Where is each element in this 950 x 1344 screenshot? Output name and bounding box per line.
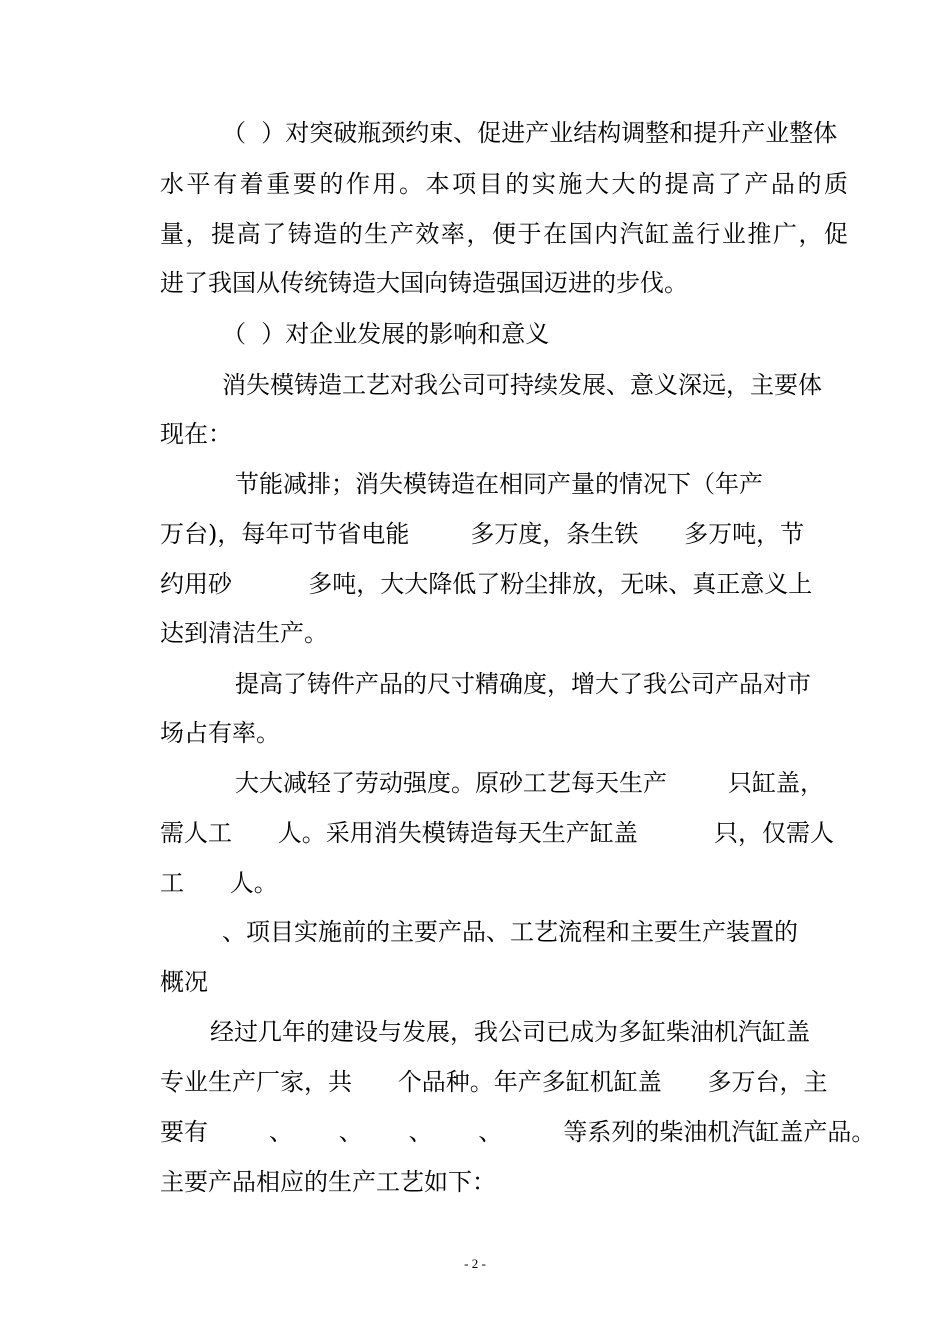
products-body-line-3: 要有 、 、 、 、 等系列的柴油机汽缸盖产品。 — [160, 1118, 876, 1146]
enterprise-intro-line-2: 现在： — [160, 420, 232, 448]
enterprise-heading: （ ）对企业发展的影响和意义 — [222, 320, 550, 348]
page-number: - 2 - — [464, 1256, 486, 1271]
products-body-line-4: 主要产品相应的生产工艺如下： — [160, 1168, 496, 1196]
significance-line-2: 水平有着重要的作用。本项目的实施大大的提高了产品的质 — [160, 170, 848, 198]
significance-line-4: 进了我国从传统铸造大国向铸造强国迈进的步伐。 — [160, 269, 688, 297]
labor-point-line-1: 大大减轻了劳动强度。原砂工艺每天生产 只缸盖， — [235, 769, 825, 797]
energy-point-line-2: 万台)，每年可节省电能 多万度，条生铁 多万吨，节 — [160, 520, 805, 548]
products-heading-line-1: 、项目实施前的主要产品、工艺流程和主要生产装置的 — [222, 918, 798, 946]
products-heading-line-2: 概况 — [160, 968, 208, 996]
energy-point-line-4: 达到清洁生产。 — [160, 619, 328, 647]
significance-line-1: （ ）对突破瓶颈约束、促进产业结构调整和提升产业整体 — [222, 119, 838, 147]
products-body-line-2: 专业生产厂家，共 个品种。年产多缸机缸盖 多万台，主 — [160, 1068, 828, 1096]
products-body-line-1: 经过几年的建设与发展，我公司已成为多缸柴油机汽缸盖 — [210, 1018, 810, 1046]
enterprise-intro-line-1: 消失模铸造工艺对我公司可持续发展、意义深远，主要体 — [222, 371, 822, 399]
energy-point-line-1: 节能减排；消失模铸造在相同产量的情况下（年产 — [235, 470, 763, 498]
labor-point-line-3: 工 人。 — [160, 869, 278, 897]
significance-line-3: 量，提高了铸造的生产效率，便于在国内汽缸盖行业推广，促 — [160, 220, 848, 248]
energy-point-line-3: 约用砂 多吨，大大降低了粉尘排放，无味、真正意义上 — [160, 570, 813, 598]
precision-point-line-1: 提高了铸件产品的尺寸精确度，增大了我公司产品对市 — [235, 670, 811, 698]
labor-point-line-2: 需人工 人。采用消失模铸造每天生产缸盖 只，仅需人 — [160, 819, 835, 847]
precision-point-line-2: 场占有率。 — [160, 719, 280, 747]
